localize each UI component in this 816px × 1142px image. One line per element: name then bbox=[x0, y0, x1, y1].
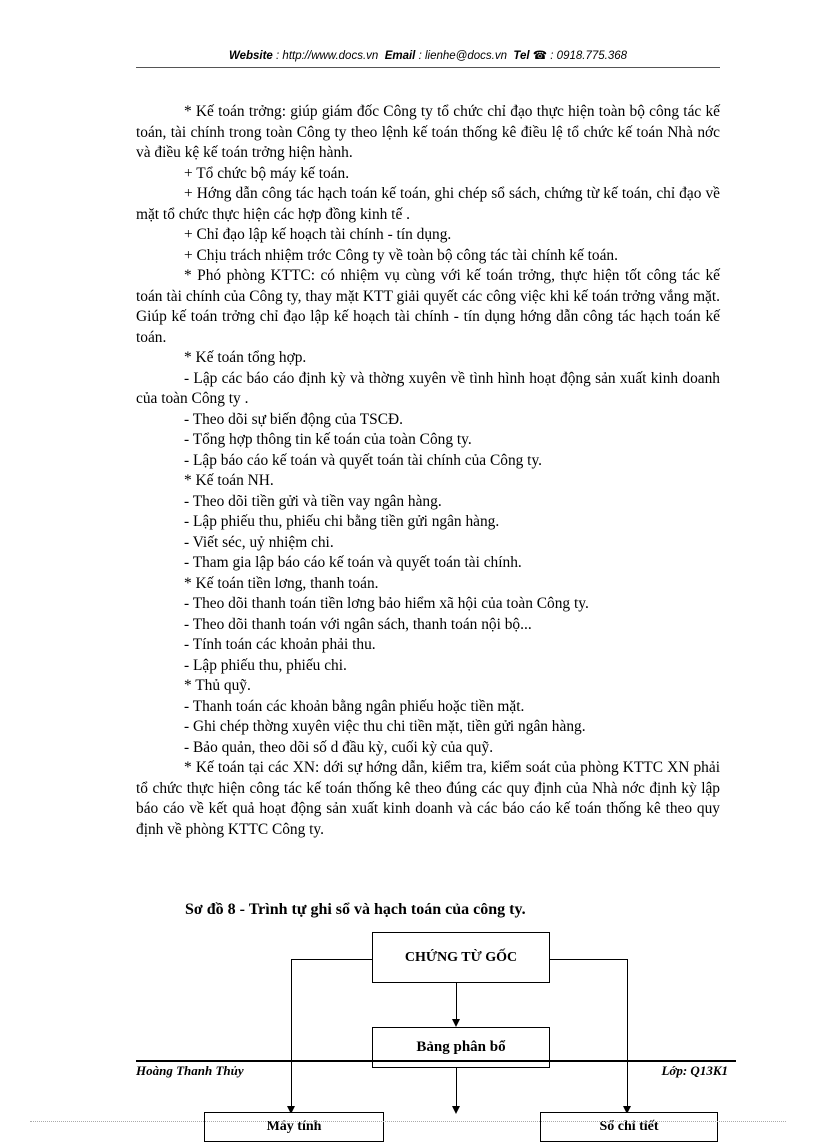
list-item: - Tính toán các khoản phải thu. bbox=[184, 636, 376, 653]
list-item: - Lập phiếu thu, phiếu chi. bbox=[184, 656, 347, 674]
paragraph-branch-accounting: * Kế toán tại các XN: dới sự hớng dẫn, kiểm tra, kiểm soát của phòng KTTC XN phải tổ chức thực hiện công tác kế toán thống kê theo đúng các quy định của Nhà nớc định kỳ lập báo cáo về kết quả hoạt động sản xuất kinh doanh và các báo cáo kế toán thống kê theo quy định về phòng KTTC Công ty. bbox=[136, 759, 720, 838]
list-item: + Hớng dẫn công tác hạch toán kế toán, ghi chép sổ sách, chứng từ kế toán, chỉ đạo về mặt tổ chức thực hiện các hợp đồng kinh tế . bbox=[136, 185, 720, 223]
list-item: - Viết séc, uỷ nhiệm chi. bbox=[184, 533, 334, 551]
list-item: - Tham gia lập báo cáo kế toán và quyết toán tài chính. bbox=[184, 554, 522, 571]
header-divider bbox=[136, 67, 720, 68]
section-heading: * Kế toán tổng hợp. bbox=[184, 349, 307, 366]
footer-divider bbox=[136, 1060, 736, 1062]
list-item: - Thanh toán các khoản bằng ngân phiếu hoặc tiền mặt. bbox=[184, 697, 525, 715]
source-documents-label: CHỨNG TỪ GỐC bbox=[404, 949, 518, 965]
detail-ledger-label: Sổ chi tiết bbox=[599, 1119, 659, 1134]
list-item: - Tổng hợp thông tin kế toán của toàn Công ty. bbox=[184, 431, 472, 448]
list-item: + Chịu trách nhiệm trớc Công ty về toàn bộ công tác tài chính kế toán. bbox=[184, 246, 618, 264]
section-heading: * Kế toán tiền lơng, thanh toán. bbox=[184, 574, 379, 592]
website-label: Website bbox=[228, 50, 273, 62]
list-item: - Bảo quản, theo dõi số d đầu kỳ, cuối kỳ của quỹ. bbox=[184, 738, 494, 756]
list-item: + Tổ chức bộ máy kế toán. bbox=[184, 164, 350, 182]
diagram-title: Sơ đồ 8 - Trình tự ghi sổ và hạch toán của công ty. bbox=[185, 901, 526, 918]
website-value: : http://www.docs.vn bbox=[276, 50, 379, 62]
email-label: Email bbox=[384, 50, 416, 62]
phone-icon: ☎ bbox=[532, 50, 548, 62]
computer-box-label: Máy tính bbox=[266, 1119, 322, 1134]
tel-label: Tel bbox=[513, 50, 530, 62]
list-item: - Theo dõi thanh toán tiền lơng bảo hiểm xã hội của toàn Công ty. bbox=[184, 595, 589, 612]
allocation-table-label: Bảng phân bổ bbox=[416, 1039, 506, 1055]
paragraph-deputy-head: * Phó phòng KTTC: có nhiệm vụ cùng với kế toán trởng, thực hiện tốt công tác kế toán tài chính của Công ty, thay mặt KTT giải quyết các công việc khi kế toán trởng vắng mặt. Giúp kế toán trởng chỉ đạo lập kế hoạch tài chính - tín dụng hớng dẫn công tác hạch toán kế toán. bbox=[136, 267, 720, 346]
arrow-down-icon bbox=[452, 1019, 460, 1027]
connector-right-horizontal bbox=[550, 959, 627, 960]
footer-class: Lớp: Q13K1 bbox=[661, 1063, 728, 1078]
list-item: - Theo dõi sự biến động của TSCĐ. bbox=[184, 410, 403, 428]
list-item: - Theo dõi tiền gửi và tiền vay ngân hàng. bbox=[184, 492, 442, 510]
detail-ledger-box bbox=[540, 1112, 718, 1142]
connector-allocation-down bbox=[456, 1068, 457, 1108]
footer-author: Hoàng Thanh Thủy bbox=[136, 1063, 244, 1078]
list-item: - Lập báo cáo kế toán và quyết toán tài chính của Công ty. bbox=[184, 451, 542, 469]
page-header bbox=[136, 48, 720, 62]
document-body bbox=[136, 102, 720, 840]
list-item: - Lập các báo cáo định kỳ và thờng xuyên về tình hình hoạt động sản xuất kinh doanh của toàn Công ty . bbox=[136, 369, 720, 407]
connector-left-horizontal bbox=[291, 959, 372, 960]
connector-right-vertical bbox=[627, 959, 628, 1109]
list-item: - Theo dõi thanh toán với ngân sách, thanh toán nội bộ... bbox=[184, 615, 532, 633]
computer-box bbox=[204, 1112, 384, 1142]
page-edge bbox=[30, 1121, 786, 1122]
source-documents-box bbox=[372, 932, 550, 983]
email-value: : lienhe@docs.vn bbox=[418, 50, 507, 62]
connector-left-vertical bbox=[291, 959, 292, 1109]
list-item: - Ghi chép thờng xuyên việc thu chi tiền mặt, tiền gửi ngân hàng. bbox=[184, 718, 586, 735]
list-item: + Chỉ đạo lập kế hoạch tài chính - tín dụng. bbox=[184, 226, 452, 243]
tel-value: : 0918.775.368 bbox=[550, 50, 628, 62]
connector-source-to-allocation bbox=[456, 983, 457, 1021]
list-item: - Lập phiếu thu, phiếu chi bằng tiền gửi ngân hàng. bbox=[184, 513, 500, 530]
section-heading: * Kế toán NH. bbox=[184, 472, 274, 489]
arrow-down-icon bbox=[452, 1106, 460, 1114]
section-heading: * Thủ quỹ. bbox=[184, 677, 251, 694]
paragraph-chief-accountant: * Kế toán trởng: giúp giám đốc Công ty tổ chức chỉ đạo thực hiện toàn bộ công tác kế toán, tài chính trong toàn Công ty theo lệnh kế toán thống kê điều lệ tổ chức kế toán Nhà nớc và điều kệ kế toán trởng hiện hành. bbox=[136, 103, 720, 161]
